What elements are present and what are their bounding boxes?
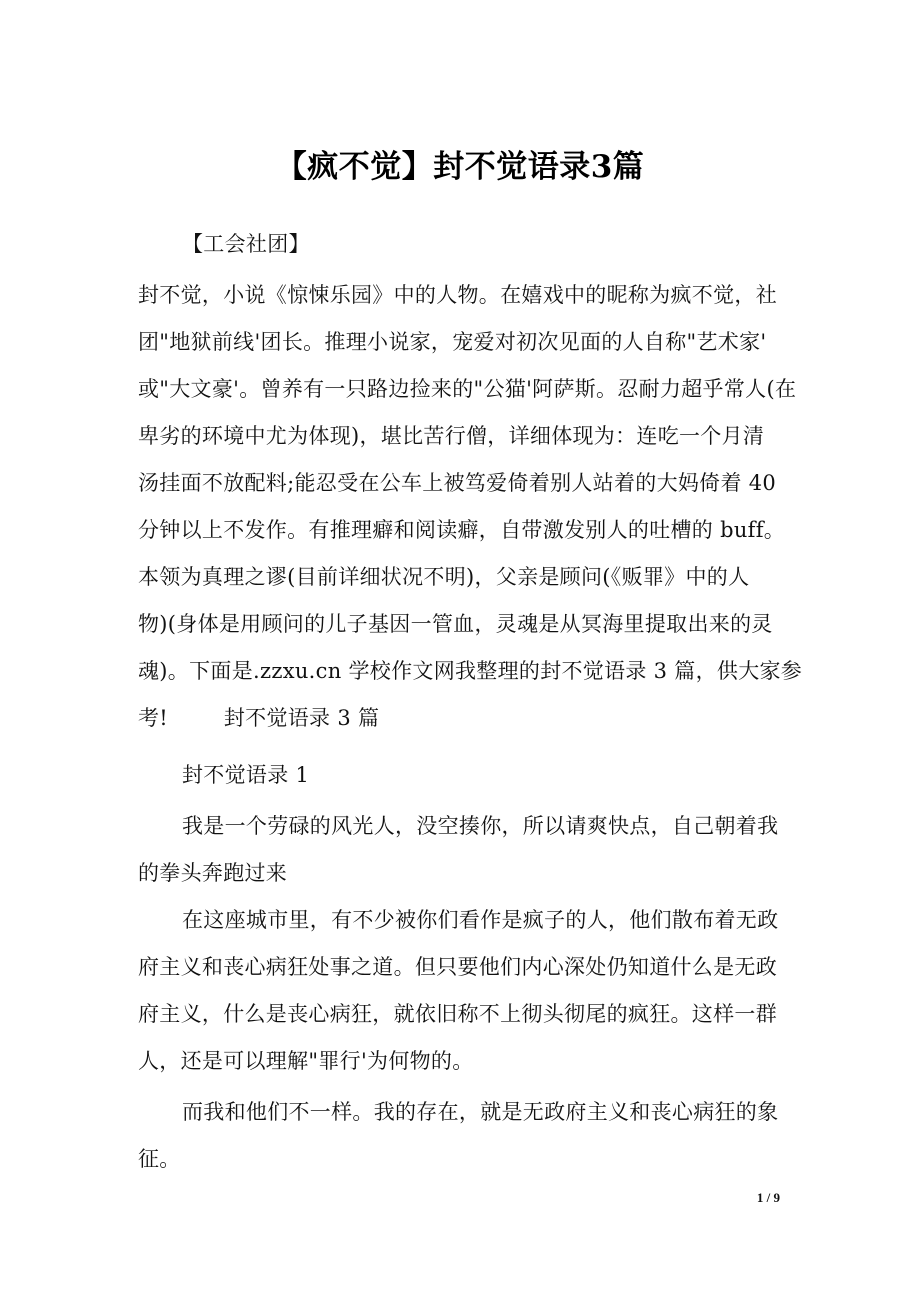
intro-line: 本领为真理之谬(目前详细状况不明)，父亲是顾问(《贩罪》中的人 — [138, 565, 750, 589]
paragraph-line: 而我和他们不一样。我的存在，就是无政府主义和丧心病狂的象 — [182, 1100, 779, 1124]
intro-line: 卑劣的环境中尤为体现)，堪比苦行僧，详细体现为：连吃一个月清 — [138, 424, 765, 448]
page-number: 1 / 9 — [756, 1190, 780, 1205]
paragraph-line: 在这座城市里，有不少被你们看作是疯子的人，他们散布着无政 — [182, 908, 779, 932]
document-title: 【疯不觉】封不觉语录3篇 — [275, 149, 645, 185]
paragraph-line: 的拳头奔跑过来 — [138, 861, 288, 885]
section-tag: 【工会社团】 — [182, 232, 310, 256]
paragraph-line: 府主义和丧心病狂处事之道。但只要他们内心深处仍知道什么是无政 — [138, 955, 777, 979]
intro-line: 汤挂面不放配料;能忍受在公车上被笃爱倚着别人站着的大妈倚着 40 — [138, 471, 777, 495]
intro-line: 团"地狱前线'团长。推理小说家，宠爱对初次见面的人自称"艺术家' — [138, 330, 767, 354]
intro-line: 考! 封不觉语录 3 篇 — [138, 706, 380, 730]
paragraph-line: 征。 — [138, 1147, 181, 1171]
intro-line: 封不觉，小说《惊悚乐园》中的人物。在嬉戏中的昵称为疯不觉，社 — [138, 283, 777, 307]
intro-line: 魂)。下面是.zzxu.cn 学校作文网我整理的封不觉语录 3 篇，供大家参 — [138, 659, 803, 683]
intro-line: 物)(身体是用顾问的儿子基因一管血，灵魂是从冥海里提取出来的灵 — [138, 612, 773, 636]
paragraph-line: 人，还是可以理解"罪行'为何物的。 — [138, 1049, 474, 1073]
intro-line: 分钟以上不发作。有推理癖和阅读癖，自带激发别人的吐槽的 buff。 — [138, 518, 786, 542]
paragraph-line: 我是一个劳碌的风光人，没空揍你，所以请爽快点，自己朝着我 — [182, 814, 779, 838]
subheading: 封不觉语录 1 — [182, 763, 310, 787]
paragraph-line: 府主义，什么是丧心病狂，就依旧称不上彻头彻尾的疯狂。这样一群 — [138, 1002, 777, 1026]
intro-line: 或"大文豪'。曾养有一只路边捡来的"公猫'阿萨斯。忍耐力超乎常人(在 — [138, 377, 797, 401]
